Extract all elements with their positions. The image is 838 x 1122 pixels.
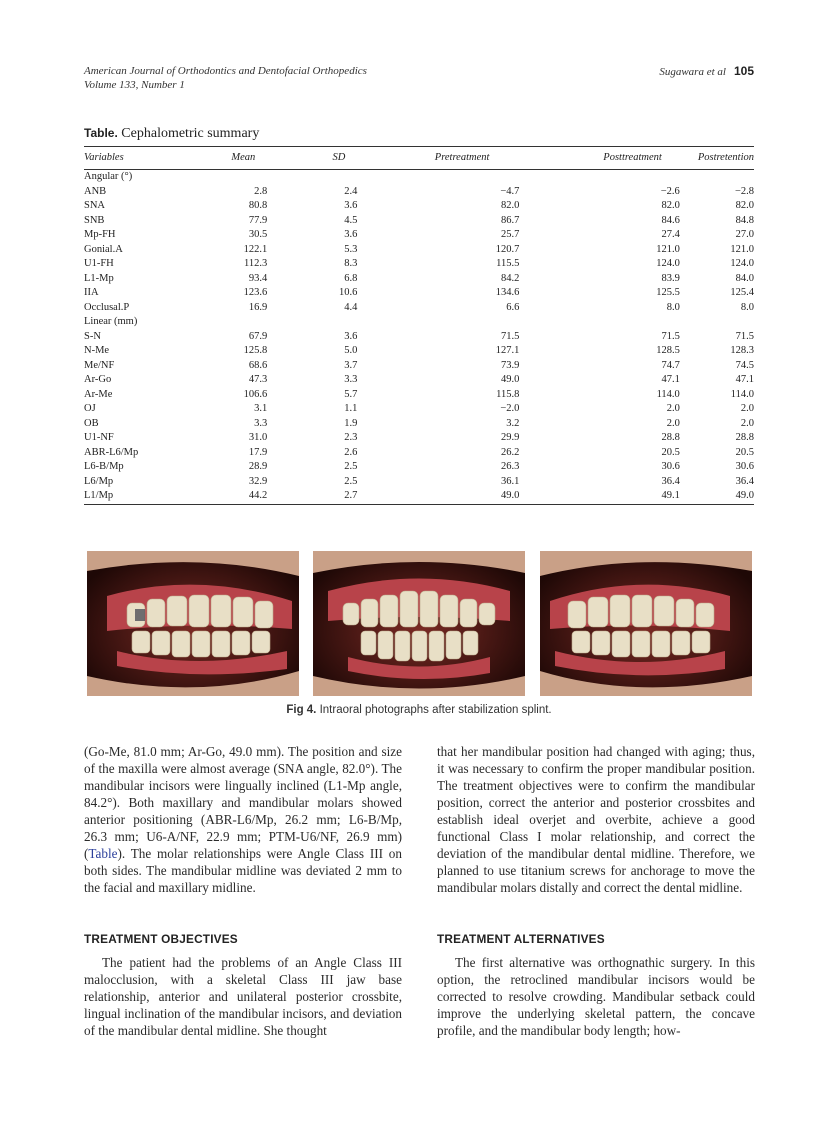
group-label: Angular (°) bbox=[84, 171, 133, 182]
table-cell: 25.7 bbox=[501, 229, 520, 240]
table-cell: 71.5 bbox=[661, 330, 680, 342]
section-heading-treatment-alternatives: TREATMENT ALTERNATIVES bbox=[437, 932, 605, 946]
table-cell: 49.0 bbox=[501, 490, 520, 501]
table-cell: 3.6 bbox=[344, 330, 358, 342]
table-row bbox=[84, 388, 754, 403]
table-cell: 84.8 bbox=[735, 214, 754, 226]
table-cell: 2.3 bbox=[344, 432, 358, 443]
table-cell: 3.3 bbox=[344, 374, 358, 385]
col-header: Pretreatment bbox=[365, 147, 537, 170]
variable-name: SNB bbox=[84, 214, 105, 226]
table-row bbox=[84, 489, 754, 504]
table-cell: 73.9 bbox=[501, 359, 520, 371]
table-cell: 3.7 bbox=[344, 359, 358, 371]
table-cell: 122.1 bbox=[243, 243, 268, 255]
variable-name: Me/NF bbox=[84, 359, 115, 371]
col-header: Mean bbox=[194, 147, 276, 170]
col-header: SD bbox=[275, 147, 365, 170]
table-cell: 5.7 bbox=[344, 388, 358, 400]
table-cell: 3.3 bbox=[254, 417, 268, 429]
table-cell: 30.5 bbox=[248, 229, 268, 240]
variable-name: Mp-FH bbox=[84, 229, 116, 240]
figure-caption-text: Intraoral photographs after stabilization splint. bbox=[319, 704, 552, 716]
table-cell: 71.5 bbox=[735, 330, 754, 342]
variable-name: L1-Mp bbox=[84, 272, 114, 284]
table-row bbox=[84, 359, 754, 374]
variable-name: Gonial.A bbox=[84, 243, 123, 255]
variable-name: Ar-Go bbox=[84, 374, 112, 385]
table-cell: 29.9 bbox=[501, 432, 520, 443]
table-row bbox=[84, 446, 754, 461]
table-row bbox=[84, 475, 754, 490]
table-cell: 84.6 bbox=[661, 214, 680, 226]
table-cell: 128.3 bbox=[730, 345, 754, 356]
table-cell: 120.7 bbox=[495, 243, 520, 255]
table-cell: 67.9 bbox=[248, 330, 268, 342]
table-cell: 3.1 bbox=[254, 403, 268, 414]
table-cell: 2.0 bbox=[740, 417, 754, 429]
table-title: Cephalometric summary bbox=[121, 126, 260, 141]
table-cell: 84.0 bbox=[735, 272, 754, 284]
table-cell: 30.6 bbox=[735, 461, 754, 472]
table-header-row bbox=[84, 147, 754, 170]
right-column-paragraph: that her mandibular position had changed with aging; thus, it was necessary to confirm the proper mandibular position. The treatment objectives were to confirm the mandibular position, correct the anterior and posterior crossbites and establish ideal overjet and overbite, achieve a good functional Class I molar relationship, and correct the deviation of the mandibular dental midline. Therefore, we planned to use titanium screws for anchorage to move the mandibular molars distally and correct the dental midline. bbox=[437, 744, 755, 895]
figure-caption bbox=[84, 704, 754, 716]
table-cell: 128.5 bbox=[656, 345, 680, 356]
table-cell: 47.3 bbox=[248, 374, 268, 385]
table-cell: 2.4 bbox=[344, 185, 358, 197]
table-row bbox=[84, 431, 754, 446]
table-cell: −2.8 bbox=[734, 185, 754, 197]
variable-name: ANB bbox=[84, 185, 107, 197]
table-cell: 124.0 bbox=[730, 258, 754, 269]
variable-name: U1-NF bbox=[84, 432, 114, 443]
table-cell: 68.6 bbox=[248, 359, 268, 371]
intraoral-photo-left bbox=[540, 551, 752, 696]
table-cell: 2.8 bbox=[254, 185, 268, 197]
table-cell: 121.0 bbox=[730, 243, 754, 255]
variable-name: L6/Mp bbox=[84, 475, 114, 487]
table-cell: 114.0 bbox=[730, 388, 754, 400]
table-cell: 36.4 bbox=[735, 475, 754, 487]
cephalometric-table bbox=[84, 146, 754, 505]
col-header: Posttreatment bbox=[537, 147, 697, 170]
running-header-journal bbox=[84, 64, 367, 92]
paragraph-text: (Go-Me, 81.0 mm; Ar-Go, 49.0 mm). The position and size of the maxilla were almost average (SNA angle, 82.0°). The mandibular incisors were lingually inclined (L1-Mp angle, 84.2°). Both maxillary and mandibular molars showed anterior positioning (ABR-L6/Mp, 26.2 mm; L6-B/Mp, 26.3 mm; U6-A/NF, 22.9 mm; PTM-U6/NF, 26.9 mm) ( bbox=[84, 744, 402, 861]
table-cell: 2.6 bbox=[344, 446, 358, 458]
table-row bbox=[84, 243, 754, 258]
table-cell: 1.1 bbox=[344, 403, 358, 414]
variable-name: IIA bbox=[84, 287, 99, 298]
table-row bbox=[84, 344, 754, 359]
treatment-alternatives-paragraph: The first alternative was orthognathic surgery. In this option, the retroclined mandibular incisors would be corrected to resolve crowding. Mandibular setback could improve the underlying skeletal pattern, the concave profile, and the mandibular body length; how- bbox=[437, 955, 755, 1038]
table-row bbox=[84, 272, 754, 287]
table-row bbox=[84, 286, 754, 301]
table-cell: 31.0 bbox=[248, 432, 268, 443]
variable-name: S-N bbox=[84, 330, 101, 342]
table-cell: 115.5 bbox=[496, 258, 520, 269]
table-group-row bbox=[84, 170, 754, 185]
page-number: 105 bbox=[733, 64, 754, 78]
table-cell: 71.5 bbox=[501, 330, 520, 342]
table-cell: 115.8 bbox=[496, 388, 520, 400]
table-cell: 112.3 bbox=[244, 258, 268, 269]
table-cell: 3.6 bbox=[344, 200, 358, 211]
variable-name: ABR-L6/Mp bbox=[84, 446, 139, 458]
table-cell: 36.4 bbox=[661, 475, 680, 487]
paragraph-text: ). The molar relationships were Angle Class III on both sides. The mandibular midline was deviated 2 mm to the facial and maxillary midline. bbox=[84, 846, 402, 895]
table-cell: 74.5 bbox=[735, 359, 754, 371]
table-cell: 123.6 bbox=[243, 287, 268, 298]
table-cell: 17.9 bbox=[248, 446, 268, 458]
table-cell: 82.0 bbox=[501, 200, 520, 211]
intraoral-photo-frontal bbox=[313, 551, 525, 696]
table-row bbox=[84, 301, 754, 316]
table-cell: 83.9 bbox=[661, 272, 680, 284]
table-row bbox=[84, 199, 754, 214]
table-cell: 3.6 bbox=[344, 229, 358, 240]
variable-name: N-Me bbox=[84, 345, 110, 356]
table-row bbox=[84, 185, 754, 200]
running-header-authors bbox=[659, 64, 754, 79]
table-group-row bbox=[84, 315, 754, 330]
table-cell: 49.0 bbox=[501, 374, 520, 385]
author-names: Sugawara et al bbox=[659, 66, 726, 78]
table-cell: 6.8 bbox=[344, 272, 358, 284]
table-cell: 28.8 bbox=[735, 432, 754, 443]
table-cell: 125.4 bbox=[730, 287, 754, 298]
table-cell: 4.5 bbox=[344, 214, 358, 226]
col-header: Postretention bbox=[698, 147, 754, 170]
table-row bbox=[84, 460, 754, 475]
table-cell: 26.2 bbox=[501, 446, 520, 458]
table-row bbox=[84, 214, 754, 229]
table-cell: 20.5 bbox=[735, 446, 754, 458]
table-row bbox=[84, 417, 754, 432]
variable-name: Occlusal.P bbox=[84, 301, 130, 313]
table-cell: 84.2 bbox=[501, 272, 520, 284]
journal-volume: Volume 133, Number 1 bbox=[84, 79, 185, 91]
table-cell: 93.4 bbox=[248, 272, 268, 284]
left-column-paragraph bbox=[84, 743, 402, 896]
table-cell: 2.5 bbox=[344, 475, 358, 487]
table-row bbox=[84, 402, 754, 417]
table-cell: 28.9 bbox=[248, 461, 268, 472]
table-cell: 106.6 bbox=[243, 388, 268, 400]
table-link[interactable]: Table bbox=[88, 846, 118, 861]
variable-name: U1-FH bbox=[84, 258, 114, 269]
variable-name: OJ bbox=[84, 403, 96, 414]
table-cell: 124.0 bbox=[656, 258, 680, 269]
table-cell: 4.4 bbox=[344, 301, 358, 313]
variable-name: Ar-Me bbox=[84, 388, 113, 400]
table-cell: 8.3 bbox=[344, 258, 358, 269]
table-label: Table. bbox=[84, 126, 118, 140]
table-cell: 82.0 bbox=[661, 200, 680, 211]
table-row bbox=[84, 228, 754, 243]
table-cell: 16.9 bbox=[248, 301, 268, 313]
table-caption bbox=[84, 126, 259, 142]
table-cell: 6.6 bbox=[506, 301, 520, 313]
table-cell: 2.0 bbox=[666, 403, 680, 414]
section-heading-treatment-objectives: TREATMENT OBJECTIVES bbox=[84, 932, 238, 946]
group-label: Linear (mm) bbox=[84, 316, 138, 327]
variable-name: L6-B/Mp bbox=[84, 461, 124, 472]
table-cell: 5.0 bbox=[344, 345, 358, 356]
table-cell: 2.0 bbox=[666, 417, 680, 429]
table-cell: 44.2 bbox=[248, 490, 268, 501]
table-cell: 2.0 bbox=[740, 403, 754, 414]
table-cell: 5.3 bbox=[344, 243, 358, 255]
treatment-objectives-paragraph: The patient had the problems of an Angle Class III malocclusion, with a skeletal Class III jaw base relationship, anterior and unilateral posterior crossbite, lingual inclination of the mandibular incisors, and deviation of the mandibular dental midline. She thought bbox=[84, 955, 402, 1038]
table-cell: 80.8 bbox=[248, 200, 268, 211]
table-cell: 3.2 bbox=[506, 417, 520, 429]
table-cell: 8.0 bbox=[740, 301, 754, 313]
journal-title: American Journal of Orthodontics and Dentofacial Orthopedics bbox=[84, 65, 367, 77]
table-cell: 134.6 bbox=[495, 287, 520, 298]
table-cell: 8.0 bbox=[666, 301, 680, 313]
table-cell: 20.5 bbox=[661, 446, 680, 458]
col-header: Variables bbox=[84, 147, 194, 170]
variable-name: SNA bbox=[84, 200, 106, 211]
intraoral-photo-right bbox=[87, 551, 299, 696]
table-row bbox=[84, 330, 754, 345]
table-cell: 82.0 bbox=[735, 200, 754, 211]
table-row bbox=[84, 257, 754, 272]
table-cell: 47.1 bbox=[661, 374, 680, 385]
table-cell: 27.4 bbox=[661, 229, 680, 240]
table-cell: 86.7 bbox=[501, 214, 520, 226]
table-cell: 77.9 bbox=[248, 214, 268, 226]
table-cell: −2.6 bbox=[660, 185, 680, 197]
table-cell: 30.6 bbox=[661, 461, 680, 472]
table-cell: 127.1 bbox=[495, 345, 520, 356]
table-cell: 1.9 bbox=[344, 417, 358, 429]
table-cell: 74.7 bbox=[661, 359, 680, 371]
table-cell: −2.0 bbox=[500, 403, 520, 414]
table-cell: 27.0 bbox=[735, 229, 754, 240]
table-cell: 49.0 bbox=[735, 490, 754, 501]
table-cell: 28.8 bbox=[661, 432, 680, 443]
table-cell: 47.1 bbox=[735, 374, 754, 385]
table-cell: 36.1 bbox=[501, 475, 520, 487]
table-cell: 2.5 bbox=[344, 461, 358, 472]
figure-label: Fig 4. bbox=[286, 704, 317, 716]
table-cell: −4.7 bbox=[500, 185, 520, 197]
table-cell: 10.6 bbox=[338, 287, 358, 298]
table-cell: 2.7 bbox=[344, 490, 358, 501]
table-cell: 114.0 bbox=[656, 388, 680, 400]
table-row bbox=[84, 373, 754, 388]
table-cell: 125.5 bbox=[656, 287, 680, 298]
table-cell: 26.3 bbox=[501, 461, 520, 472]
variable-name: L1/Mp bbox=[84, 490, 114, 501]
table-cell: 121.0 bbox=[656, 243, 680, 255]
table-cell: 49.1 bbox=[661, 490, 680, 501]
table-cell: 125.8 bbox=[243, 345, 268, 356]
variable-name: OB bbox=[84, 417, 99, 429]
table-cell: 32.9 bbox=[248, 475, 268, 487]
